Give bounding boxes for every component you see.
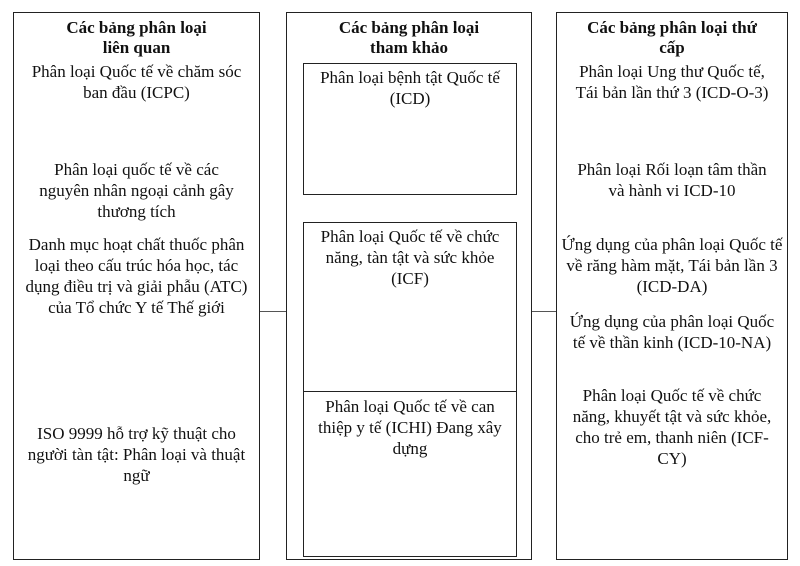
icf-cy-item: Phân loại Quốc tế về chức năng, khuyết tật và sức khỏe, cho trẻ em, thanh niên (ICF-CY) bbox=[572, 386, 772, 468]
reference-header bbox=[287, 18, 531, 58]
reference-classifications-column bbox=[286, 12, 532, 560]
icd-item: Phân loại bệnh tật Quốc tế (ICD) bbox=[320, 68, 500, 108]
ichi-item: Phân loại Quốc tế về can thiệp y tế (ICHI) Đang xây dựng bbox=[318, 397, 502, 458]
related-header bbox=[14, 18, 259, 58]
iso-9999-item: ISO 9999 hỗ trợ kỹ thuật cho người tàn tật: Phân loại và thuật ngữ bbox=[27, 424, 246, 485]
related-classifications-column bbox=[13, 12, 260, 560]
icd-da-item: Ứng dụng của phân loại Quốc tế về răng hàm mặt, Tái bản lần 3 (ICD-DA) bbox=[561, 235, 783, 296]
external-causes-item: Phân loại quốc tế về các nguyên nhân ngoại cảnh gây thương tích bbox=[39, 160, 234, 221]
icf-item: Phân loại Quốc tế về chức năng, tàn tật và sức khỏe (ICF) bbox=[320, 227, 500, 288]
reference-header-line-1: Các bảng phân loại bbox=[338, 18, 480, 37]
related-header-line-1: Các bảng phân loại bbox=[66, 18, 207, 37]
icpc-item: Phân loại Quốc tế về chăm sóc ban đầu (ICPC) bbox=[31, 62, 242, 102]
reference-header-line-2: tham khảo bbox=[370, 38, 448, 57]
left-connector-line bbox=[260, 311, 286, 312]
ichi-box bbox=[303, 391, 517, 557]
icd-10-na-item: Ứng dụng của phân loại Quốc tế về thần kinh (ICD-10-NA) bbox=[569, 312, 775, 352]
icd-o-3-item: Phân loại Ung thư Quốc tế, Tái bản lần thứ 3 (ICD-O-3) bbox=[575, 62, 769, 102]
right-connector-line bbox=[532, 311, 556, 312]
icf-box bbox=[303, 222, 517, 392]
derived-header bbox=[557, 18, 787, 58]
atc-item: Danh mục hoạt chất thuốc phân loại theo cấu trúc hóa học, tác dụng điều trị và giải phẫu (ATC) của Tổ chức Y tế Thế giới bbox=[25, 235, 248, 317]
derived-header-line-2: cấp bbox=[659, 38, 685, 57]
icd-10-mental-item: Phân loại Rối loạn tâm thần và hành vi ICD-10 bbox=[577, 160, 767, 200]
derived-classifications-column bbox=[556, 12, 788, 560]
related-header-line-2: liên quan bbox=[102, 38, 171, 57]
derived-header-line-1: Các bảng phân loại thứ bbox=[587, 18, 757, 37]
icd-box bbox=[303, 63, 517, 195]
